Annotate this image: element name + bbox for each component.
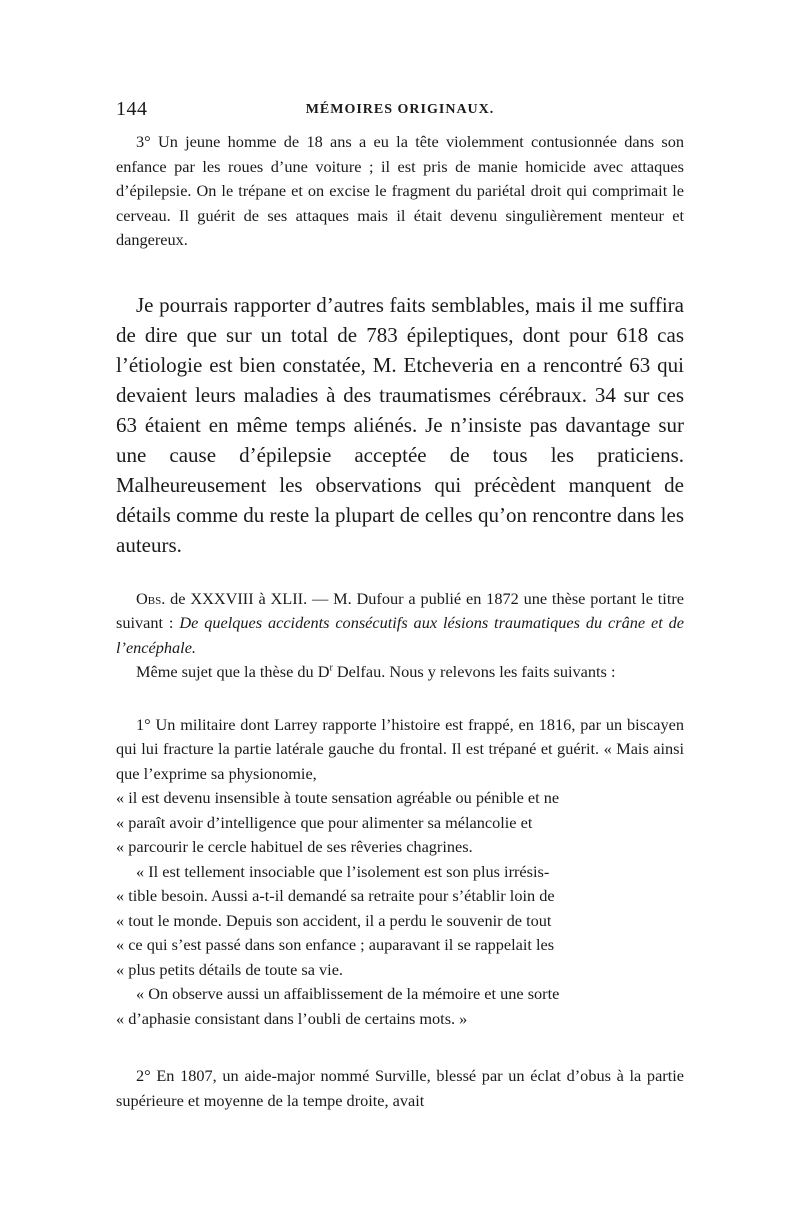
case-1-quote-start: « Mais ainsi que l’exprime sa physionomie, <box>116 739 685 783</box>
doctor-superscript: r <box>329 662 333 674</box>
paragraph-same-subject <box>116 660 684 685</box>
obs-label: Obs. <box>136 588 166 608</box>
paragraph-case-1 <box>116 713 684 1032</box>
paragraph-case-2: 2° En 1807, un aide-major nommé Surville, blessé par un éclat d’obus à la partie supérieure et moyenne de la tempe droite, avait <box>116 1066 684 1110</box>
case-1-intro: 1° Un militaire dont Larrey rapporte l’histoire est frappé, en 1816, par un biscayen qui lui fracture la partie latérale gauche du frontal. Il est trépané et guérit. <box>116 714 684 758</box>
quote-line: « ce qui s’est passé dans son enfance ; auparavant il se rappelait les <box>116 935 555 954</box>
quote-line: « parcourir le cercle habituel de ses rêveries chagrines. <box>116 837 473 856</box>
quote-line: « Il est tellement insociable que l’isolement est son plus irrésis- <box>136 861 550 881</box>
document-page <box>116 98 684 1113</box>
thesis-title: De quelques accidents consécutifs aux lésions traumatiques du crâne et de l’encéphale. <box>116 613 684 657</box>
quote-line: « il est devenu insensible à toute sensation agréable ou pénible et ne <box>116 788 560 807</box>
quote-line: « paraît avoir d’intelligence que pour alimenter sa mélancolie et <box>116 812 533 832</box>
quote-line: « plus petits détails de toute sa vie. <box>116 959 343 979</box>
same-subject-text-1: Même sujet que la thèse du D <box>136 662 330 681</box>
paragraph-case-3: 3° Un jeune homme de 18 ans a eu la tête violemment contusionnée dans son enfance par les roues d’une voiture ; il est pris de manie homicide avec attaques d’épilepsie. On le trépane et on excise le fragment du pariétal droit qui comprimait le cerveau. Il guérit de ses attaques mais il était devenu singulièrement menteur et dangereux. <box>116 132 684 249</box>
running-title: MÉMOIRES ORIGINAUX. <box>305 102 495 117</box>
page-header <box>116 98 684 128</box>
quote-line: « tout le monde. Depuis son accident, il a perdu le souvenir de tout <box>116 910 552 930</box>
paragraph-summary: Je pourrais rapporter d’autres faits semblables, mais il me suffira de dire que sur un total de 783 épileptiques, dont pour 618 cas l’étiologie est bien constatée, M. Etcheveria en a rencontré 63 qui devaient leurs maladies à des traumatismes cérébraux. 34 sur ces 63 étaient en même temps aliénés. Je n’insiste pas davantage sur une cause d’épilepsie acceptée de tous les praticiens. Malheureusement les observations qui précèdent manquent de détails comme du reste la plupart de celles qu’on rencontre dans les auteurs. <box>116 292 684 557</box>
case-1-text <box>116 713 684 787</box>
quote-line: « tible besoin. Aussi a-t-il demandé sa retraite pour s’établir loin de <box>116 886 555 905</box>
obs-range-text: de XXXVIII à XLII. — M. Dufour a publié en 1872 une thèse portant le titre suivant : <box>116 588 684 632</box>
page-number: 144 <box>116 98 148 120</box>
same-subject-text-2: Delfau. Nous y relevons les faits suivants : <box>332 662 616 681</box>
quote-line: « On observe aussi un affaiblissement de la mémoire et une sorte <box>136 984 560 1003</box>
quote-line: « d’aphasie consistant dans l’oubli de certains mots. » <box>116 1008 468 1028</box>
paragraph-obs-intro <box>116 587 684 661</box>
